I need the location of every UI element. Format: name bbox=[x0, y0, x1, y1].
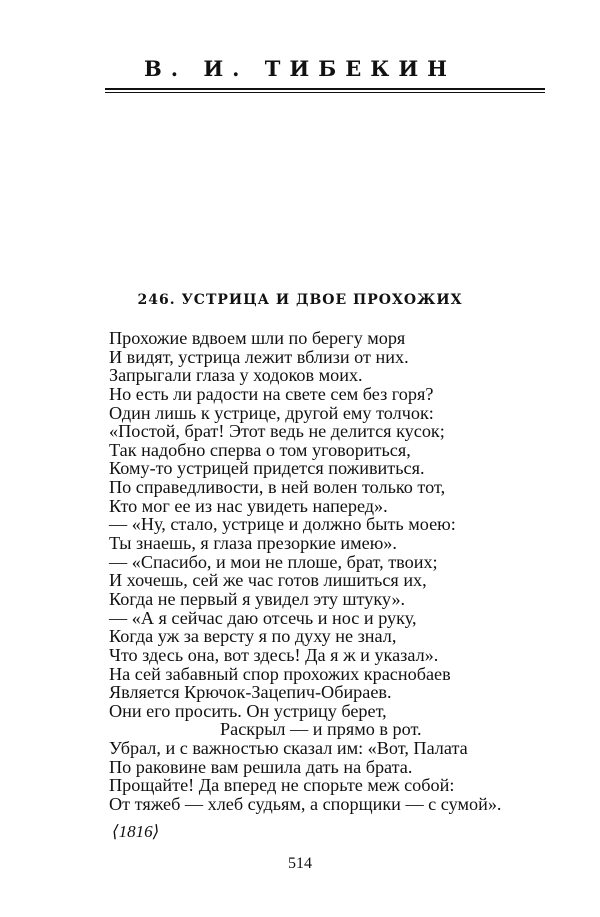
poem-line: По раковине вам решила дать на брата. bbox=[109, 756, 413, 777]
header-rule-thin bbox=[105, 92, 545, 93]
poem-line: Прощайте! Да вперед не спорьте меж собой: bbox=[109, 775, 455, 796]
poem-line: Когда не первый я увидел эту штуку». bbox=[109, 588, 406, 609]
poem-line: Кому-то устрицей придется поживиться. bbox=[109, 458, 425, 479]
poem-line: И хочешь, сей же час готов лишиться их, bbox=[109, 570, 427, 591]
running-head: В. И. ТИБЕКИН bbox=[143, 56, 457, 81]
poem-line-indented: Раскрыл — и прямо в рот. bbox=[220, 719, 422, 740]
poem-line: Они его просить. Он устрицу берет, bbox=[109, 700, 387, 721]
poem-date: ⟨1816⟩ bbox=[112, 822, 160, 841]
poem-line: Кто мог ее из нас увидеть наперед». bbox=[109, 495, 388, 516]
poem-line: Когда уж за версту я по духу не знал, bbox=[109, 626, 397, 647]
poem-line: — «А я сейчас даю отсечь и нос и руку, bbox=[109, 607, 417, 628]
poem-line: По справедливости, в ней волен только тот, bbox=[109, 477, 446, 498]
poem-line: Один лишь к устрице, другой ему толчок: bbox=[109, 402, 434, 423]
poem-line: Запрыгали глаза у ходоков моих. bbox=[109, 365, 363, 386]
header-rule bbox=[105, 88, 545, 90]
poem-line: «Постой, брат! Этот ведь не делится кусок; bbox=[109, 421, 445, 442]
poem-body bbox=[109, 329, 549, 814]
poem-line: Прохожие вдвоем шли по берегу моря bbox=[109, 328, 406, 348]
poem-line: И видят, устрица лежит вблизи от них. bbox=[109, 346, 409, 367]
poem-line: Но есть ли радости на свете сем без горя? bbox=[109, 383, 434, 404]
poem-line: От тяжеб — хлеб судьям, а спорщики — с сумой». bbox=[109, 794, 502, 815]
poem-line: Что здесь она, вот здесь! Да я ж и указал». bbox=[109, 644, 439, 665]
page-number: 514 bbox=[288, 855, 312, 872]
poem-title: 246. УСТРИЦА И ДВОЕ ПРОХОЖИХ bbox=[137, 292, 463, 308]
poem-line: — «Спасибо, и мои не плоше, брат, твоих; bbox=[109, 551, 438, 572]
poem-line: Убрал, и с важностью сказал им: «Вот, Палата bbox=[109, 738, 468, 759]
poem-line: Является Крючок-Зацепич-Обираев. bbox=[109, 682, 392, 703]
poem-line: Ты знаешь, я глаза презоркие имею». bbox=[109, 533, 397, 554]
poem-line: Так надобно сперва о том уговориться, bbox=[109, 439, 411, 460]
poem-line: На сей забавный спор прохожих краснобаев bbox=[109, 663, 451, 684]
poem-line: — «Ну, стало, устрице и должно быть моею: bbox=[109, 514, 456, 535]
